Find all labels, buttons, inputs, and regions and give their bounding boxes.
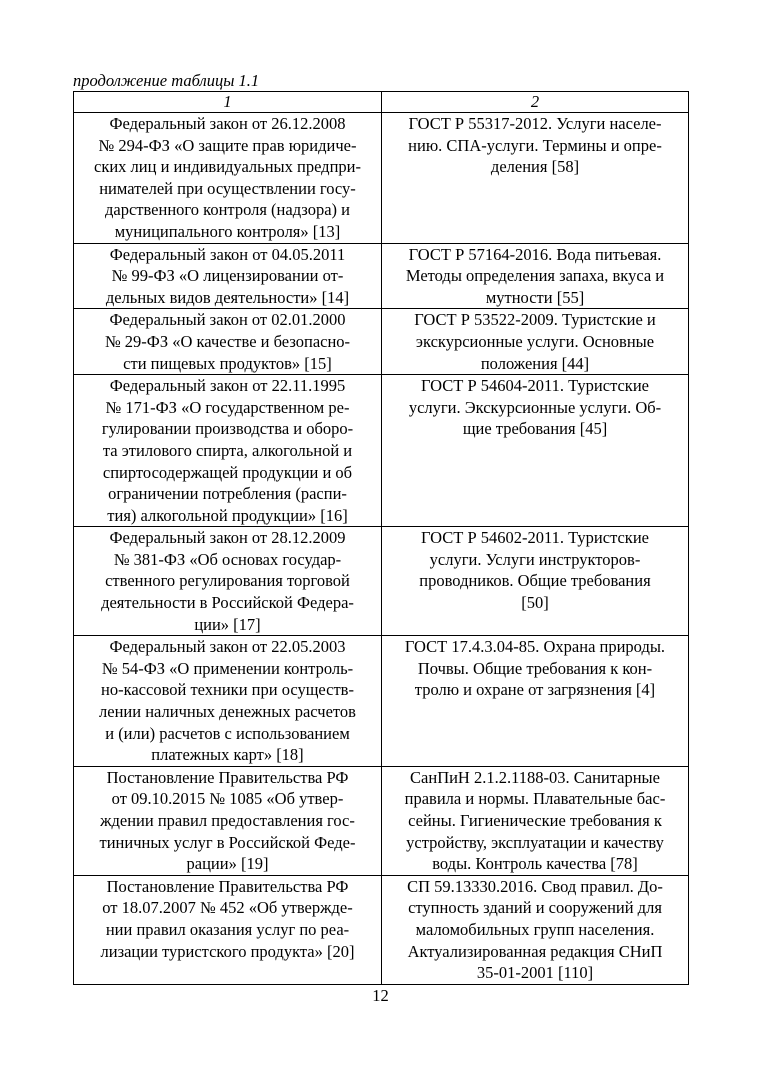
cell-text-line: сти пищевых продуктов» [15] [123,353,332,373]
table-row [74,375,689,527]
cell-text-line: от 18.07.2007 № 452 «Об утвержде- [102,898,353,918]
legal-act-cell [74,309,382,375]
cell-text-line: Федеральный закон от 22.11.1995 [109,376,346,396]
table-caption: продолжение таблицы 1.1 [73,71,260,90]
standard-cell [382,636,689,767]
legal-act-cell [74,766,382,875]
cell-text-line: маломобильных групп населения. [415,919,655,939]
table-row [74,113,689,244]
cell-text-line: [50] [521,593,549,613]
standard-cell [382,243,689,309]
cell-text-line: Федеральный закон от 28.12.2009 [109,528,346,548]
legal-act-cell [74,375,382,527]
cell-text-line: СанПиН 2.1.2.1188-03. Санитарные [410,767,660,787]
regulations-table [73,91,689,985]
cell-text-line: лении наличных денежных расчетов [99,702,356,722]
cell-text-line: № 381-ФЗ «Об основах государ- [113,549,342,569]
cell-text-line: № 29-ФЗ «О качестве и безопасно- [104,331,351,351]
cell-text-line: деления [58] [490,157,580,177]
cell-text-line: ГОСТ 17.4.3.04-85. Охрана природы. [404,637,666,657]
cell-text-line: ГОСТ Р 55317-2012. Услуги населе- [408,114,662,133]
legal-act-cell [74,875,382,984]
table-row [74,875,689,984]
cell-text-line: № 294-ФЗ «О защите прав юридиче- [98,135,357,155]
cell-text-line: сейны. Гигиенические требования к [408,811,662,830]
cell-text-line: дельных видов деятельности» [14] [105,287,350,307]
cell-text-line: Почвы. Общие требования к кон- [417,658,653,678]
cell-text-line: ГОСТ Р 54602-2011. Туристские [421,528,649,548]
cell-text-line: ограничении потребления (распи- [108,484,347,504]
cell-text-line: рации» [19] [186,854,269,874]
cell-text-line: СП 59.13330.2016. Свод правил. До- [407,876,663,896]
cell-text-line: ГОСТ Р 57164-2016. Вода питьевая. [408,244,662,264]
cell-text-line: ГОСТ Р 53522-2009. Туристские и [414,310,656,330]
cell-text-line: ГОСТ Р 54604-2011. Туристские [421,376,649,396]
standard-cell [382,875,689,984]
standard-cell [382,375,689,527]
cell-text-line: Федеральный закон от 04.05.2011 [109,244,346,264]
cell-text-line: тия) алкогольной продукции» [16] [107,505,348,525]
cell-text-line: Постановление Правительства РФ [106,767,349,787]
standard-cell [382,309,689,375]
legal-act-cell [74,113,382,244]
cell-text-line: 35-01-2001 [110] [476,963,594,983]
cell-text-line: спиртосодержащей продукции и об [102,462,353,482]
cell-text-line: № 54-ФЗ «О применении контроль- [101,658,354,678]
cell-text-line: и (или) расчетов с использованием [105,723,350,743]
cell-text-line: ждении правил предоставления гос- [100,811,355,830]
cell-text-line: нию. СПА-услуги. Термины и опре- [408,135,662,155]
cell-text-line: Федеральный закон от 26.12.2008 [109,114,346,133]
cell-text-line: ции» [17] [194,614,261,634]
standard-cell [382,527,689,636]
cell-text-line: тиничных услуг в Российской Феде- [99,832,356,852]
cell-text-line: гулировании производства и оборо- [101,419,354,439]
cell-text-line: нимателей при осуществлении госу- [99,178,356,198]
cell-text-line: муниципального контроля» [13] [114,221,341,241]
standard-cell [382,766,689,875]
cell-text-line: щие требования [45] [462,419,608,439]
legal-act-cell [74,243,382,309]
table-row [74,243,689,309]
cell-text-line: Федеральный закон от 22.05.2003 [109,637,346,657]
page-number: 12 [372,986,389,1005]
cell-text-line: услуги. Экскурсионные услуги. Об- [408,397,662,417]
cell-text-line: Актуализированная редакция СНиП [407,941,663,961]
cell-text-line: лизации туристского продукта» [20] [100,941,355,961]
cell-text-line: платежных карт» [18] [151,745,304,765]
table-row [74,527,689,636]
cell-text-line: устройству, эксплуатации и качеству [406,832,664,852]
cell-text-line: ских лиц и индивидуальных предпри- [94,157,361,177]
cell-text-line: Постановление Правительства РФ [106,876,349,896]
cell-text-line: дарственного контроля (надзора) и [104,200,350,220]
column-header-2: 2 [382,92,689,113]
cell-text-line: проводников. Общие требования [419,571,651,591]
cell-text-line: № 171-ФЗ «О государственном ре- [105,397,350,417]
legal-act-cell [74,636,382,767]
cell-text-line: правила и нормы. Плавательные бас- [404,789,666,809]
column-header-1: 1 [74,92,382,113]
cell-text-line: ступность зданий и сооружений для [408,898,662,918]
cell-text-line: № 99-ФЗ «О лицензировании от- [111,266,344,286]
cell-text-line: та этилового спирта, алкогольной и [102,440,353,460]
cell-text-line: но-кассовой техники при осуществ- [101,680,354,700]
standard-cell [382,113,689,244]
cell-text-line: деятельности в Российской Федера- [101,593,354,613]
table-body [74,113,689,985]
cell-text-line: экскурсионные услуги. Основные [415,331,655,351]
cell-text-line: Методы определения запаха, вкуса и [405,266,665,286]
table-row [74,309,689,375]
cell-text-line: нии правил оказания услуг по реа- [105,919,350,939]
cell-text-line: тролю и охране от загрязнения [4] [414,680,656,700]
table-header-row [74,92,689,113]
legal-act-cell [74,527,382,636]
table-row [74,636,689,767]
cell-text-line: положения [44] [480,353,590,373]
cell-text-line: от 09.10.2015 № 1085 «Об утвер- [111,789,344,809]
cell-text-line: услуги. Услуги инструкторов- [429,549,641,569]
cell-text-line: ственного регулирования торговой [105,571,350,591]
table-row [74,766,689,875]
cell-text-line: мутности [55] [485,287,585,307]
cell-text-line: Федеральный закон от 02.01.2000 [109,310,346,330]
cell-text-line: воды. Контроль качества [78] [432,854,638,874]
